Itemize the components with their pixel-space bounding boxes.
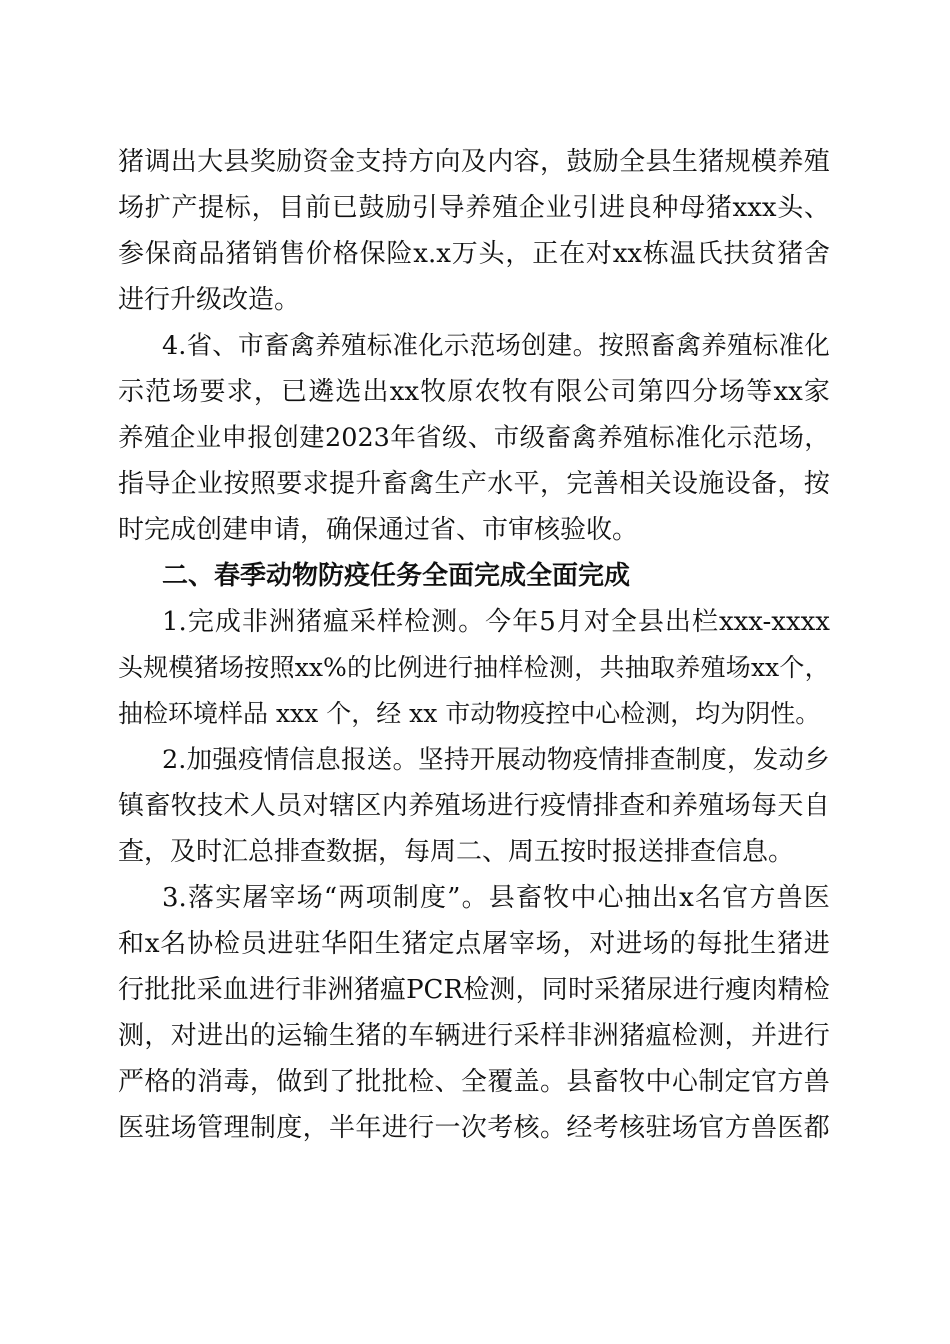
section-heading: 二、春季动物防疫任务全面完成全面完成 — [162, 561, 631, 591]
text-line: 行 批 批 采 血 进 行 非 洲 猪 瘟 PCR 检 测 ， 同 时 采 猪 尿 进 行 瘦 肉 精 检 — [118, 975, 830, 1005]
text-line: 猪 调 出 大 县 奖 励 资 金 支 持 方 向 及 内 容 ， 鼓 励 全 县 生 猪 规 模 养 殖 — [118, 147, 830, 177]
text-line: 示 范 场 要 求 ， 已 遴 选 出 xx 牧 原 农 牧 有 限 公 司 第 四 分 场 等 xx 家 — [118, 377, 830, 407]
text-line: 头 规 模 猪 场 按 照 xx% 的 比 例 进 行 抽 样 检 测 ， 共 抽 取 养 殖 场 xx 个 ， — [118, 653, 830, 682]
text-line: 测 ， 对 进 出 的 运 输 生 猪 的 车 辆 进 行 采 样 非 洲 猪 瘟 检 测 ， 并 进 行 — [118, 1021, 830, 1051]
text-line: 查，及时汇总排查数据，每周二、周五按时报送排查信息。 — [118, 837, 795, 867]
text-line: 4. 省 、 市 畜 禽 养 殖 标 准 化 示 范 场 创 建 。 按 照 畜 禽 养 殖 标 准 化 — [162, 331, 830, 361]
text-line: 镇 畜 牧 技 术 人 员 对 辖 区 内 养 殖 场 进 行 疫 情 排 查 和 养 殖 场 每 天 自 — [118, 791, 830, 821]
text-line: 2. 加 强 疫 情 信 息 报 送 。 坚 持 开 展 动 物 疫 情 排 查 制 度 ， 发 动 乡 — [162, 745, 830, 775]
text-line: 医 驻 场 管 理 制 度 ， 半 年 进 行 一 次 考 核 。 经 考 核 驻 场 官 方 兽 医 都 — [118, 1113, 830, 1143]
text-line: 参 保 商 品 猪 销 售 价 格 保 险 x.x 万 头 ， 正 在 对 xx 栋 温 氏 扶 贫 猪 舍 — [118, 239, 830, 269]
text-line: 指 导 企 业 按 照 要 求 提 升 畜 禽 生 产 水 平 ， 完 善 相 关 设 施 设 备 ， 按 — [118, 469, 830, 499]
text-line: 时完成创建申请，确保通过省、市审核验收。 — [118, 515, 639, 545]
text-line: 进行升级改造。 — [118, 285, 301, 315]
text-line: 抽检环境样品 xxx 个，经 xx 市动物疫控中心检测，均为阴性。 — [118, 699, 821, 728]
text-line: 严 格 的 消 毒 ， 做 到 了 批 批 检 、 全 覆 盖 。 县 畜 牧 中 心 制 定 官 方 兽 — [118, 1067, 830, 1097]
text-line: 3. 落 实 屠 宰 场 “ 两 项 制 度 ” 。 县 畜 牧 中 心 抽 出 x 名 官 方 兽 医 — [162, 883, 830, 913]
text-line: 养 殖 企 业 申 报 创 建 2023 年 省 级 、 市 级 畜 禽 养 殖 标 准 化 示 范 场 ， — [118, 423, 830, 453]
text-line: 和 x 名 协 检 员 进 驻 华 阳 生 猪 定 点 屠 宰 场 ， 对 进 场 的 每 批 生 猪 进 — [118, 929, 830, 959]
text-line: 1. 完 成 非 洲 猪 瘟 采 样 检 测 。 今 年 5 月 对 全 县 出 栏 xxx-xxxx — [162, 607, 830, 637]
text-line: 场 扩 产 提 标 ， 目 前 已 鼓 励 引 导 养 殖 企 业 引 进 良 种 母 猪 xxx 头 、 — [118, 193, 830, 223]
